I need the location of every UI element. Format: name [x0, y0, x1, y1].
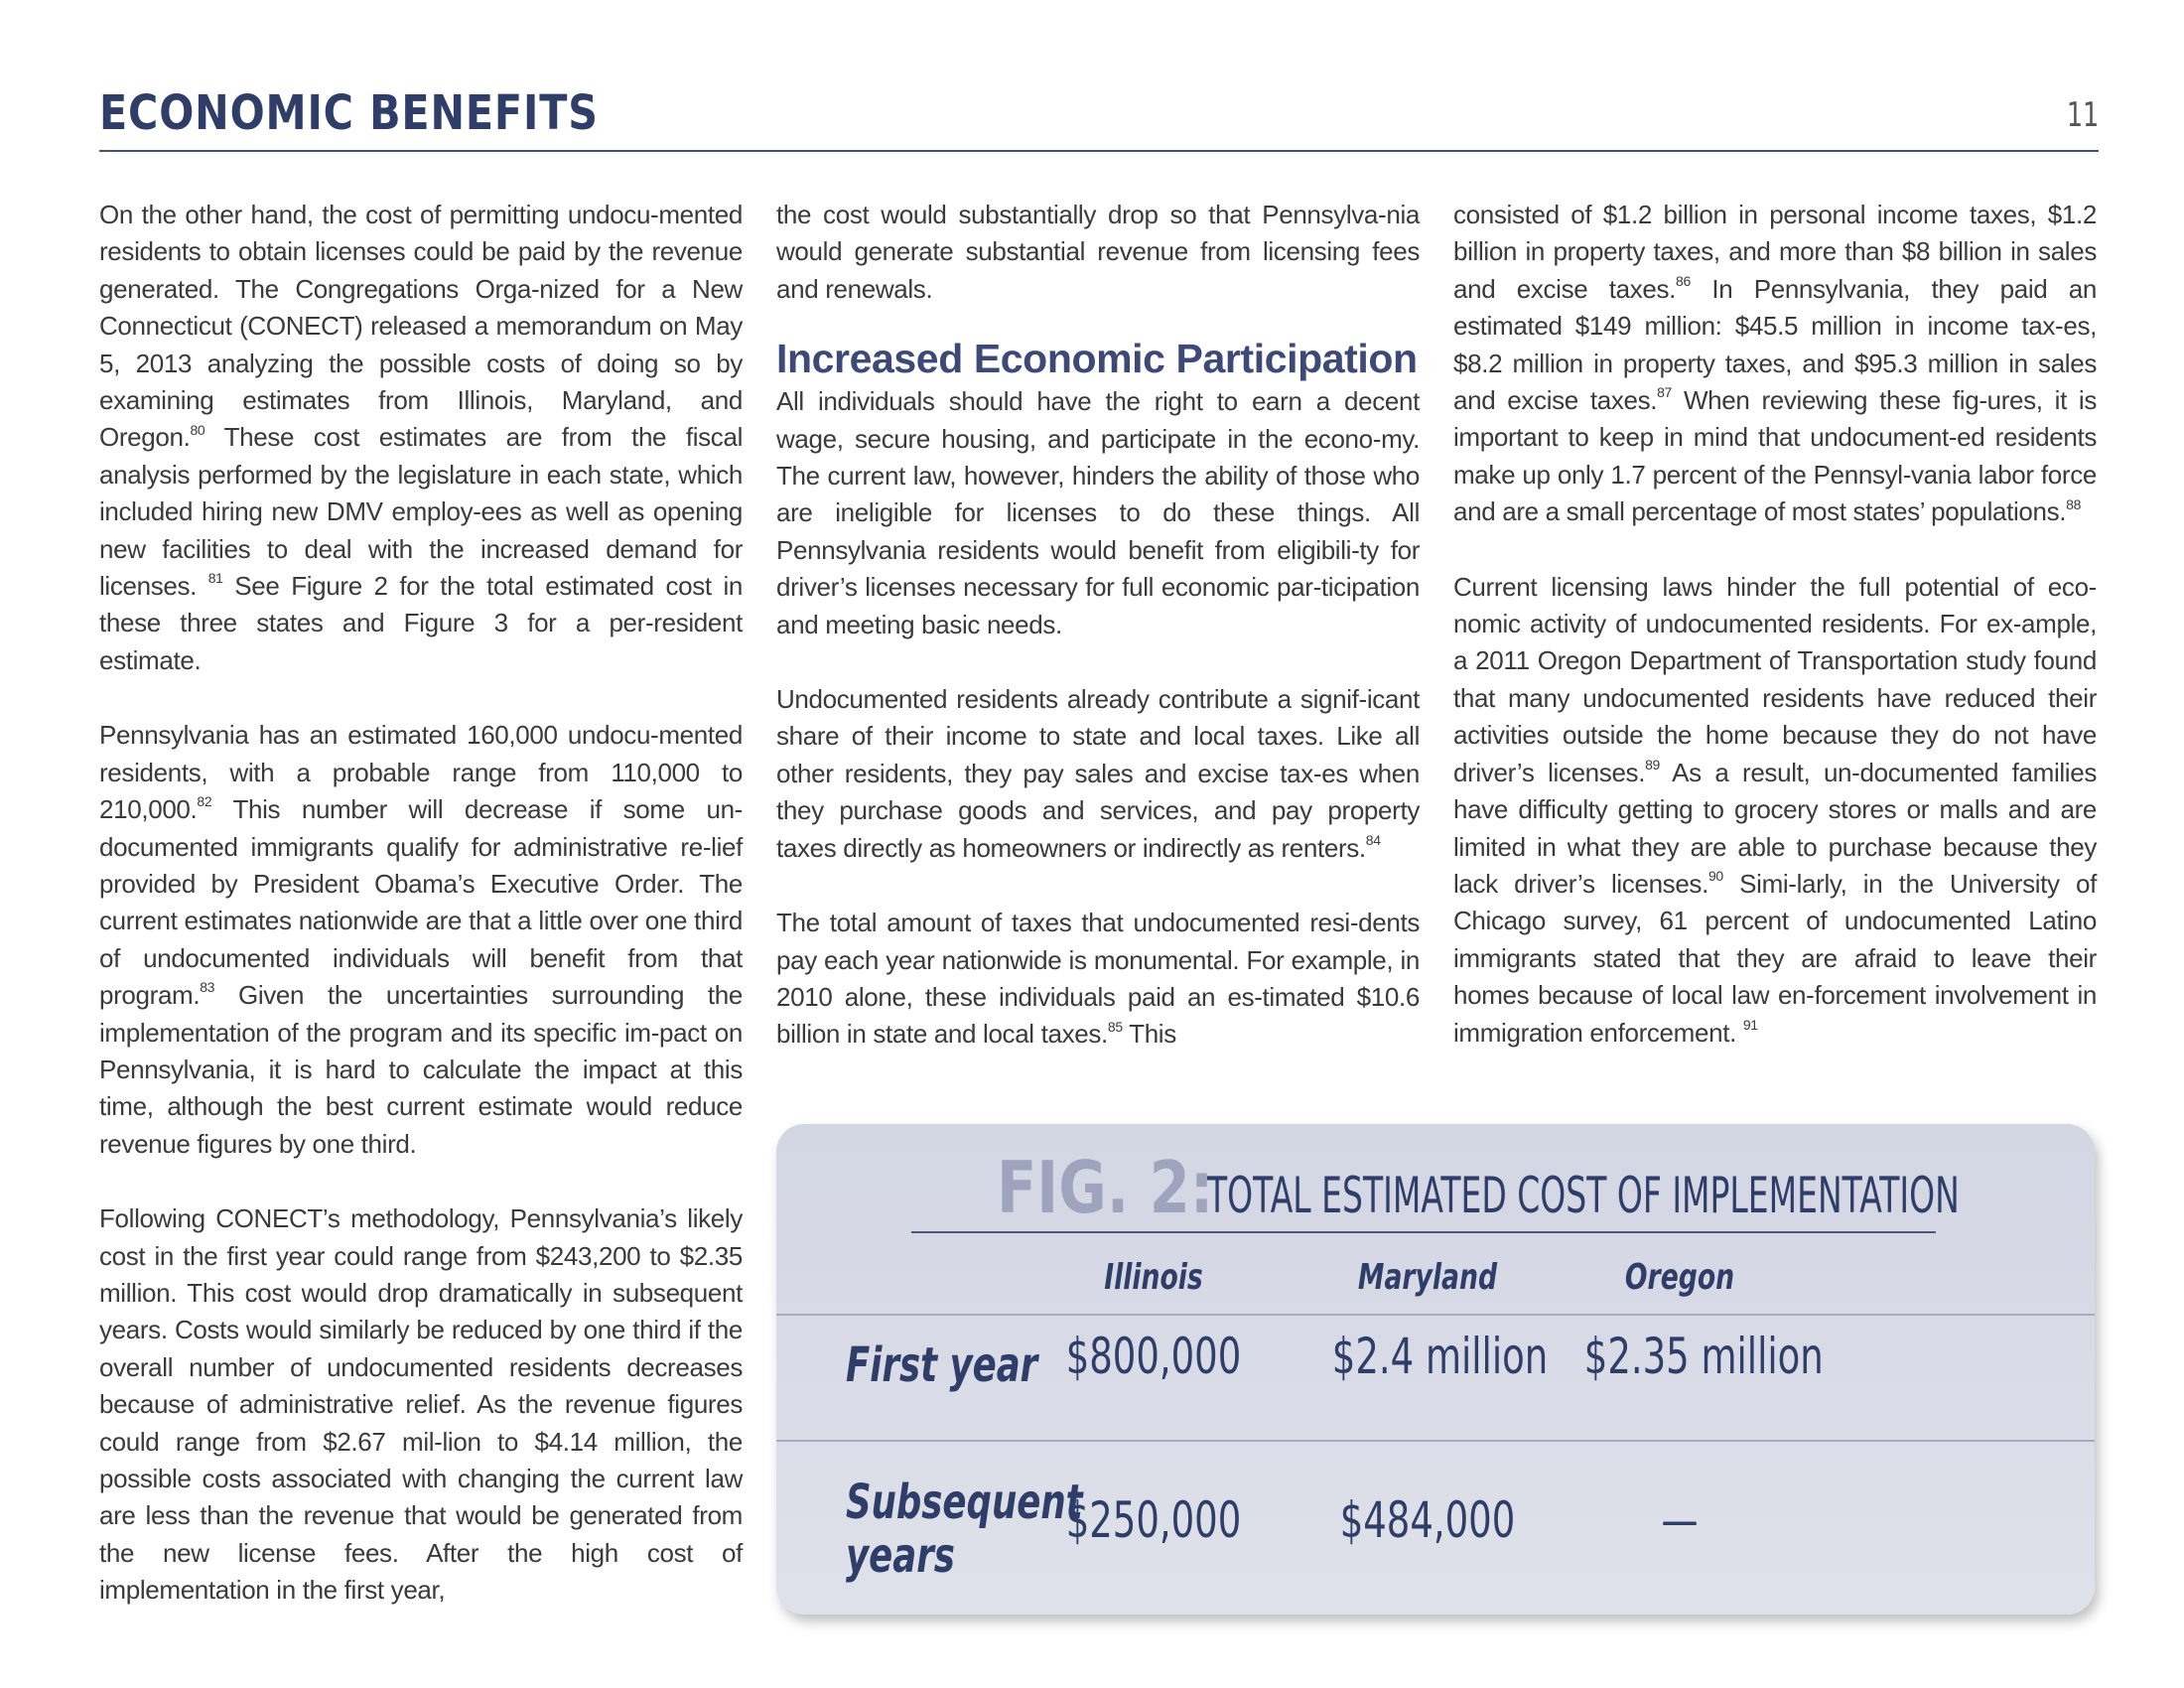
footnote-ref: 90	[1707, 868, 1723, 885]
header-rule	[99, 150, 2099, 152]
table-row-divider	[776, 1314, 2095, 1316]
figure-title-rule	[911, 1231, 1936, 1233]
subsection-heading: Increased Economic Participation	[776, 336, 1418, 382]
cell-first-year-maryland: $2.4 million	[1331, 1328, 1549, 1385]
cell-subsequent-maryland: $484,000	[1339, 1491, 1516, 1549]
row-label-first-year: First year	[846, 1337, 1038, 1393]
paragraph: Undocumented residents already contribute a signif-icant share of their income to state and local taxes. Like all other residents, they pay sales and excise tax-es when they purchase goods and services, and pay property taxes directly as homeowners or indirectly as renters.$^{84}$	[776, 684, 1420, 863]
footnote-ref: 80	[190, 421, 205, 438]
footnote-ref: 86	[1676, 273, 1691, 290]
paragraph: The total amount of taxes that undocumented resi-dents pay each year nationwide is monumental. For example, in 2010 alone, these individuals paid an es-timated $10.6 billion in state and local taxes.$^{85}$ This	[776, 908, 1420, 1050]
text-column-2	[776, 197, 1420, 1054]
paragraph: Pennsylvania has an estimated 160,000 undocu-mented residents, with a probable range from 110,000 to 210,000.82 This number will decrease if some un-documented immigrants qualify for administrative re-lief provided by President Obama’s Executive Order. The current estimates nationwide are that a little over one third of undocumented individuals will benefit from that program.$^{83}$ Given the uncertainties surrounding the implementation of the program and its specific im-pact on Pennsylvania, it is hard to calculate the impact at this time, although the best current estimate would reduce revenue figures by one third.	[99, 720, 743, 1159]
table-row-divider	[776, 1440, 2095, 1442]
cell-subsequent-oregon: —	[1661, 1491, 1699, 1549]
column-header-oregon: Oregon	[1624, 1257, 1735, 1298]
row-label-subsequent-years: Subsequent years	[846, 1475, 1083, 1584]
text-column-1	[99, 197, 743, 1610]
paragraph: the cost would substantially drop so that Pennsylva-nia would generate substantial revenue from licensing fees and renewals.	[776, 200, 1420, 304]
text-column-3	[1453, 197, 2097, 1052]
footnote-ref: 81	[207, 570, 223, 587]
cell-subsequent-illinois: $250,000	[1065, 1491, 1242, 1549]
paragraph: Current licensing laws hinder the full potential of eco-nomic activity of undocumented residents. For ex-ample, a 2011 Oregon Department of Transportation study found that many undocumented residents have reduced their activities outside the home because they do not have driver’s licenses.$^{89}$ As a result, un-documented families have difficulty getting to grocery stores or malls and are limited in what they are able to purchase because they lack driver’s licenses.$^{90}$ Simi-larly, in the University of Chicago survey, 61 percent of undocumented Latino immigrants stated that they are afraid to leave their homes because of local law en-forcement involvement in immigration enforcement. $^{91}$	[1453, 571, 2097, 1048]
cell-first-year-oregon: $2.35 million	[1583, 1328, 1824, 1385]
paragraph: On the other hand, the cost of permitting undocu-mented residents to obtain licenses could be paid by the revenue generated. The Congregations Orga-nized for a New Connecticut (CONECT) released a memorandum on May 5, 2013 analyzing the possible costs of doing so by examining estimates from Illinois, Maryland, and Oregon.$^{80}$ These cost estimates are from the fiscal analysis performed by the legislature in each state, which included hiring new DMV employ-ees as well as opening new facilities to deal with the increased demand for licenses. $^{81}$ See Figure 2 for the total estimated cost in these three states and Figure 3 for a per-resident estimate.	[99, 200, 743, 675]
page-number: 11	[2066, 95, 2099, 135]
paragraph: consisted of $1.2 billion in personal income taxes, $1.2 billion in property taxes, and more than $8 billion in sales and excise taxes.$^{86}$ In Pennsylvania, they paid an estimated $149 million: $45.5 million in income tax-es, $8.2 million in property taxes, and $95.3 million in sales and excise taxes.$^{87}$ When reviewing these fig-ures, it is important to keep in mind that undocument-ed residents make up only 1.7 percent of the Pennsyl-vania labor force and are a small percentage of most states’ populations.$^{88}$	[1453, 200, 2097, 527]
section-title: ECONOMIC BENEFITS	[99, 85, 599, 141]
figure-label: FIG. 2:	[996, 1146, 1213, 1229]
footnote-ref: 87	[1657, 384, 1672, 401]
footnote-ref: 88	[2066, 495, 2082, 512]
footnote-ref: 84	[1365, 832, 1381, 849]
figure-title	[776, 1146, 2095, 1229]
paragraph: All individuals should have the right to earn a decent wage, secure housing, and participate in the econo-my. The current law, however, hinders the ability of those who are ineligible for licenses to do these things. All Pennsylvania residents would benefit from eligibili-ty for driver’s licenses necessary for full economic par-ticipation and meeting basic needs.	[776, 386, 1420, 639]
figure-cost-table	[776, 1124, 2095, 1615]
column-header-illinois: Illinois	[1104, 1257, 1203, 1298]
footnote-ref: 89	[1645, 757, 1660, 774]
paragraph: Following CONECT’s methodology, Pennsylvania’s likely cost in the first year could range from $243,200 to $2.35 million. This cost would drop dramatically in subsequent years. Costs would similarly be reduced by one third if the overall number of undocumented residents decreases because of administrative relief. As the revenue figures could range from $2.67 mil-lion to $4.14 million, the possible costs associated with changing the current law are less than the revenue that would be generated from the new license fees. After the high cost of implementation in the first year,	[99, 1203, 743, 1606]
footnote-ref: 83	[200, 979, 215, 996]
footnote-ref: 85	[1107, 1018, 1123, 1035]
cell-first-year-illinois: $800,000	[1065, 1328, 1242, 1385]
figure-caption: TOTAL ESTIMATED COST OF IMPLEMENTATION	[1207, 1167, 1961, 1224]
footnote-ref: 82	[197, 793, 212, 810]
column-header-maryland: Maryland	[1357, 1257, 1498, 1298]
footnote-ref: 91	[1742, 1016, 1758, 1033]
